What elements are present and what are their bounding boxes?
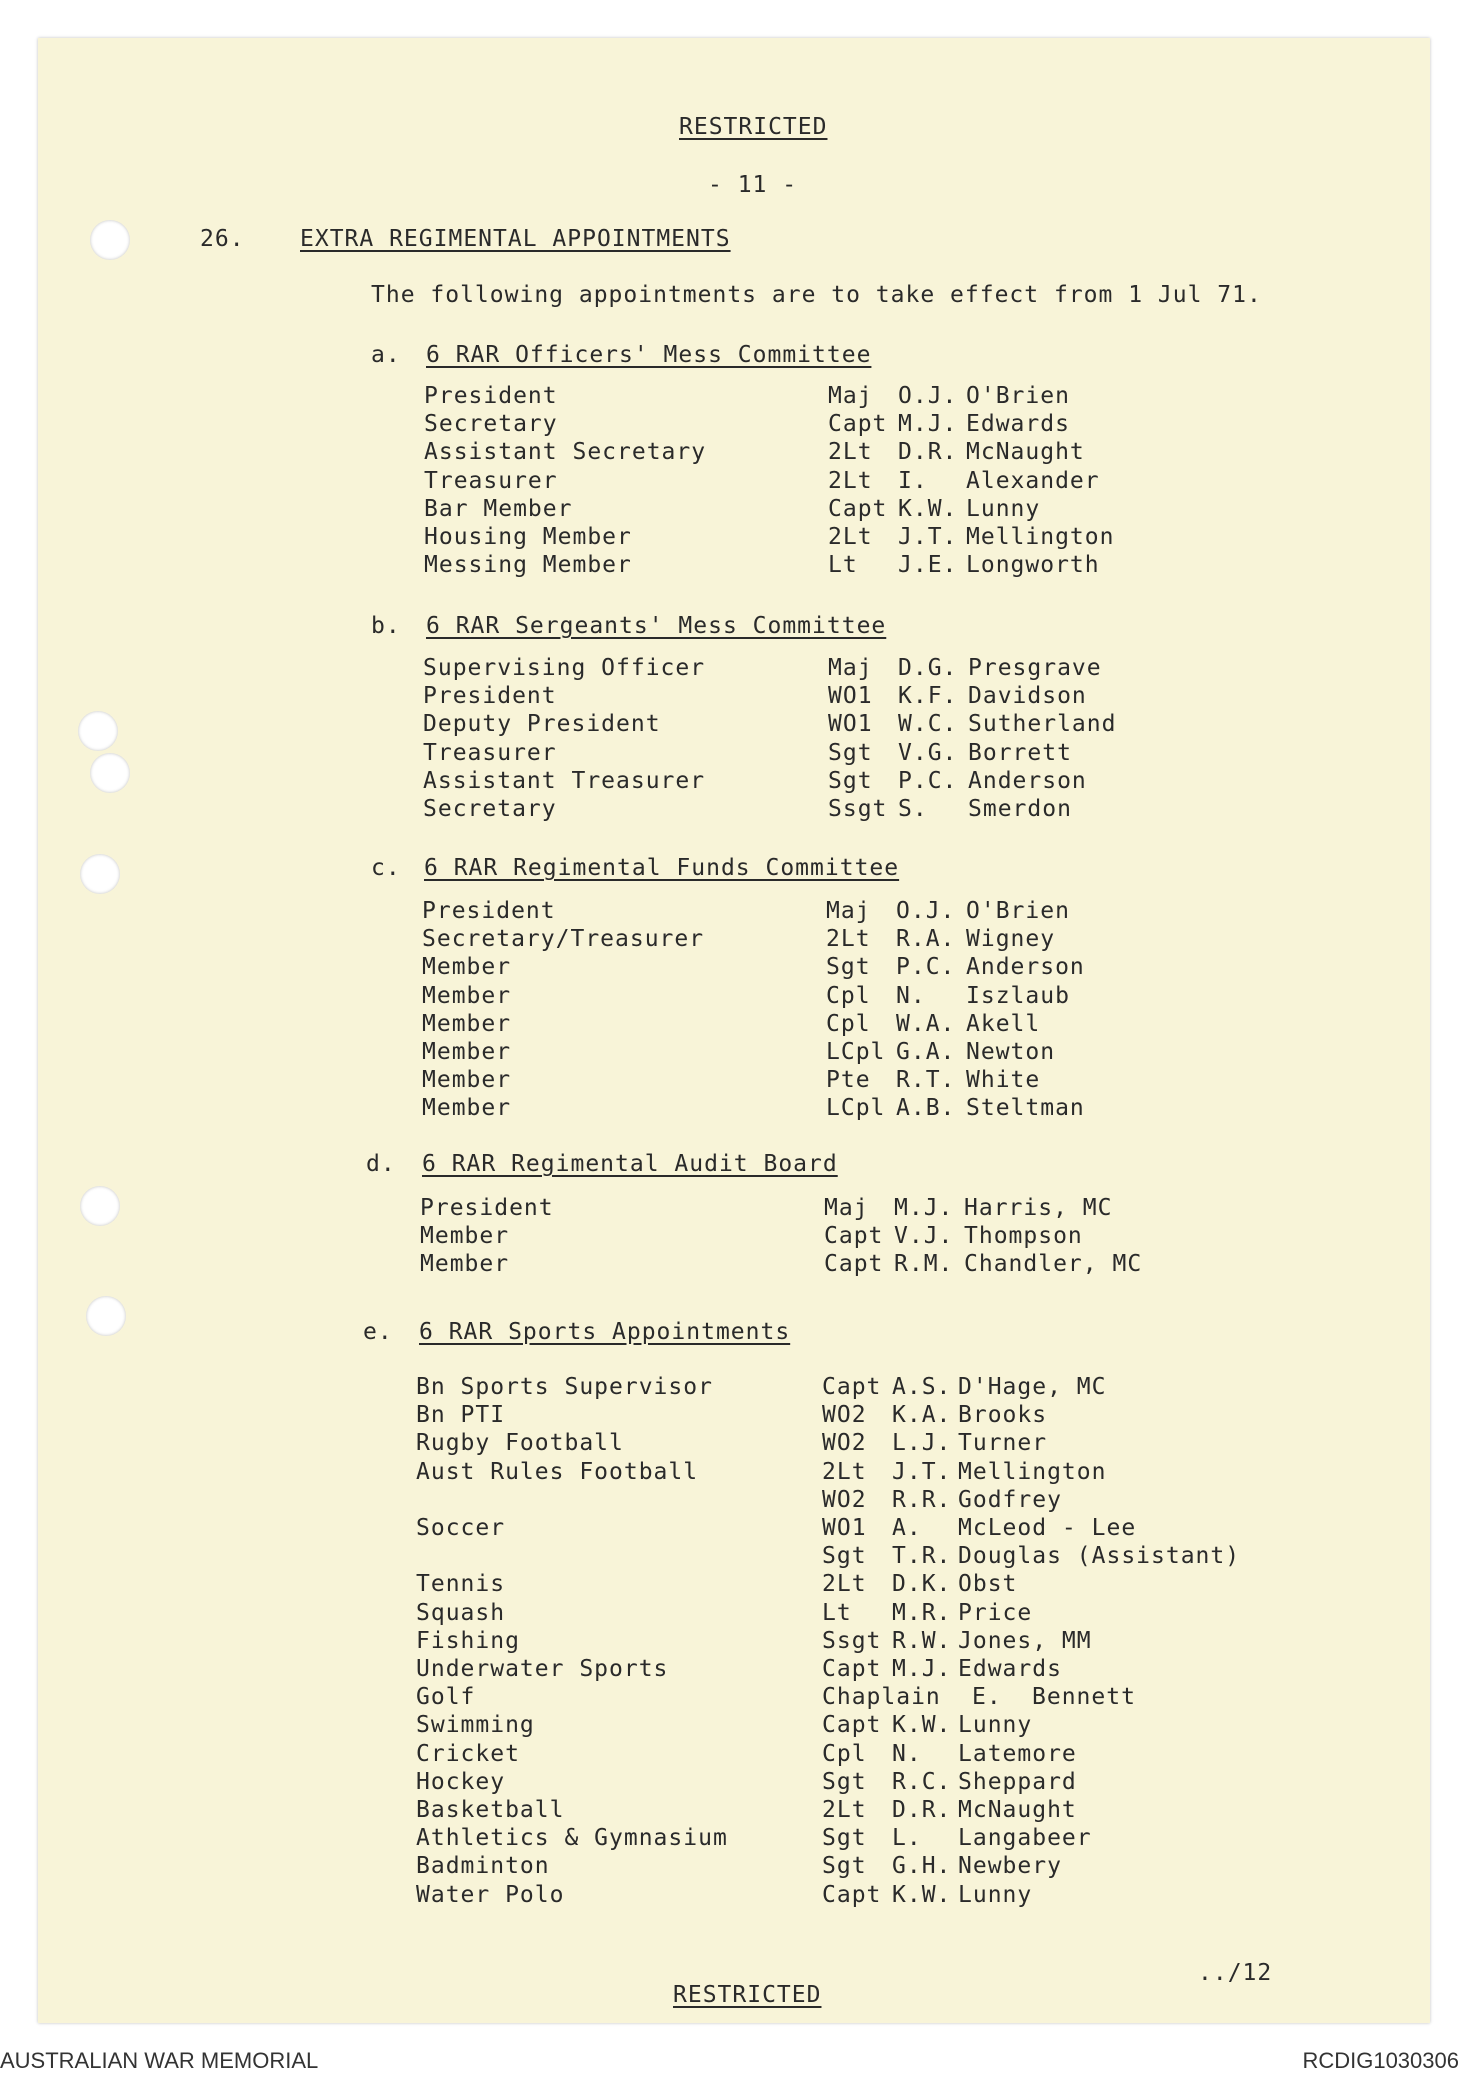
appointment-initials: N. bbox=[892, 1740, 922, 1767]
appointment-row bbox=[38, 1402, 1430, 1430]
appointment-initials: W.A. bbox=[896, 1010, 956, 1037]
appointment-rank: 2Lt bbox=[822, 1797, 867, 1823]
appointment-role: Treasurer bbox=[424, 467, 558, 494]
appointment-role: Member bbox=[422, 1067, 512, 1094]
appointment-name: Newton bbox=[966, 1039, 1056, 1065]
group-title: 6 RAR Regimental Audit Board bbox=[422, 1151, 838, 1177]
appointment-initials: L. bbox=[892, 1825, 922, 1852]
appointment-initials: K.W. bbox=[892, 1712, 952, 1739]
appointment-rank: Capt bbox=[822, 1656, 882, 1682]
appointment-initials: M.R. bbox=[892, 1599, 952, 1626]
appointment-name: Sheppard bbox=[958, 1768, 1077, 1795]
appointment-role: Supervising Officer bbox=[423, 655, 706, 681]
appointment-name: Edwards bbox=[958, 1656, 1062, 1682]
appointment-role: Badminton bbox=[416, 1853, 550, 1880]
appointment-row bbox=[38, 439, 1430, 467]
appointment-name: Thompson bbox=[964, 1223, 1083, 1250]
appointment-row bbox=[38, 954, 1430, 982]
appointment-role: Assistant Treasurer bbox=[423, 767, 706, 794]
appointment-row bbox=[38, 383, 1430, 411]
appointment-role: Golf bbox=[416, 1684, 476, 1711]
appointment-name: Anderson bbox=[966, 954, 1085, 981]
appointment-rank: LCpl bbox=[826, 1039, 886, 1065]
appointment-initials: K.A. bbox=[892, 1402, 952, 1429]
appointment-rank: Capt bbox=[828, 495, 888, 522]
appointment-initials: R.M. bbox=[894, 1251, 954, 1278]
classification-header: RESTRICTED bbox=[679, 114, 828, 140]
appointment-initials: J.T. bbox=[898, 524, 958, 550]
appointment-name: Wigney bbox=[966, 926, 1056, 953]
appointment-row bbox=[38, 1882, 1430, 1910]
appointment-rank: Sgt bbox=[822, 1768, 867, 1795]
group-letter: e. bbox=[363, 1319, 393, 1345]
appointment-rank: WO1 bbox=[828, 683, 873, 710]
appointment-rank: Sgt bbox=[822, 1543, 867, 1570]
appointment-row bbox=[38, 1374, 1430, 1402]
appointment-rank: Cpl bbox=[826, 982, 871, 1009]
appointment-row bbox=[38, 683, 1430, 711]
appointment-initials: J.E. bbox=[898, 552, 958, 579]
appointment-rank: Ssgt bbox=[822, 1627, 882, 1654]
appointment-name: Harris, MC bbox=[964, 1195, 1113, 1221]
appointment-row bbox=[38, 1459, 1430, 1487]
group-letter: b. bbox=[371, 613, 401, 639]
appointment-role: Tennis bbox=[416, 1571, 506, 1598]
appointment-rank: Capt bbox=[824, 1251, 884, 1278]
appointment-row bbox=[38, 655, 1430, 683]
appointment-initials: N. bbox=[896, 982, 926, 1009]
appointment-initials: D.R. bbox=[898, 439, 958, 466]
appointment-role: President bbox=[424, 383, 558, 409]
appointment-row bbox=[38, 1853, 1430, 1881]
appointment-role: Squash bbox=[416, 1599, 506, 1626]
appointment-role: Bar Member bbox=[424, 495, 573, 522]
archive-source: AUSTRALIAN WAR MEMORIAL bbox=[0, 2048, 319, 2073]
appointment-rank: 2Lt bbox=[826, 926, 871, 953]
appointment-role: Member bbox=[422, 954, 512, 981]
appointment-role: Secretary bbox=[423, 796, 557, 822]
group-letter: a. bbox=[371, 342, 401, 368]
appointment-rank: Capt bbox=[828, 411, 888, 438]
appointment-initials: W.C. bbox=[898, 711, 958, 738]
group-title: 6 RAR Sports Appointments bbox=[419, 1319, 791, 1345]
appointment-initials: D.G. bbox=[898, 655, 958, 681]
appointment-role: Assistant Secretary bbox=[424, 439, 707, 466]
appointment-role: Secretary/Treasurer bbox=[422, 926, 705, 953]
appointment-role: Member bbox=[420, 1223, 510, 1250]
appointment-row bbox=[38, 1095, 1430, 1123]
appointment-name: Newbery bbox=[958, 1853, 1062, 1880]
appointment-row bbox=[38, 1769, 1430, 1797]
appointment-initials: M.J. bbox=[898, 411, 958, 438]
appointment-rank: 2Lt bbox=[822, 1571, 867, 1598]
appointment-initials: R.A. bbox=[896, 926, 956, 953]
appointment-initials: D.R. bbox=[892, 1797, 952, 1823]
appointment-initials: R.T. bbox=[896, 1067, 956, 1094]
appointment-initials: G.A. bbox=[896, 1039, 956, 1065]
appointment-initials: O.J. bbox=[898, 383, 958, 409]
appointment-role: Soccer bbox=[416, 1515, 506, 1541]
group-letter: d. bbox=[366, 1151, 396, 1177]
appointment-rank: Chaplain bbox=[822, 1684, 941, 1711]
appointment-initials: I. bbox=[898, 467, 928, 494]
group-title: 6 RAR Officers' Mess Committee bbox=[426, 342, 872, 368]
appointment-rank: Capt bbox=[822, 1712, 882, 1739]
appointment-row bbox=[38, 524, 1430, 552]
appointment-rank: Cpl bbox=[822, 1740, 867, 1767]
appointment-initials: K.W. bbox=[892, 1881, 952, 1908]
appointment-name: Edwards bbox=[966, 411, 1070, 438]
appointment-name: McLeod - Lee bbox=[958, 1515, 1137, 1541]
appointment-name: Davidson bbox=[968, 683, 1087, 710]
appointment-row bbox=[38, 1797, 1430, 1825]
appointment-rank: Maj bbox=[824, 1195, 869, 1221]
appointment-row bbox=[38, 711, 1430, 739]
appointment-name: Langabeer bbox=[958, 1825, 1092, 1852]
appointment-rank: WO1 bbox=[828, 711, 873, 738]
appointment-initials: A.S. bbox=[892, 1374, 952, 1400]
appointment-role: Member bbox=[422, 1010, 512, 1037]
appointment-role: Member bbox=[422, 1039, 512, 1065]
appointment-row bbox=[38, 1011, 1430, 1039]
appointment-row bbox=[38, 1656, 1430, 1684]
appointment-initials: O.J. bbox=[896, 898, 956, 924]
appointment-initials: S. bbox=[898, 796, 928, 822]
continuation-marker: ../12 bbox=[1198, 1960, 1273, 1986]
group-title: 6 RAR Sergeants' Mess Committee bbox=[426, 613, 887, 639]
appointment-initials: R.C. bbox=[892, 1768, 952, 1795]
appointment-row bbox=[38, 1684, 1430, 1712]
appointment-name: Akell bbox=[966, 1010, 1041, 1037]
appointment-row bbox=[38, 1487, 1430, 1515]
appointment-row bbox=[38, 1571, 1430, 1599]
appointment-name: Lunny bbox=[958, 1712, 1033, 1739]
appointment-initials: M.J. bbox=[894, 1195, 954, 1221]
appointment-name: Iszlaub bbox=[966, 982, 1070, 1009]
appointment-role: Member bbox=[420, 1251, 510, 1278]
appointment-role: President bbox=[420, 1195, 554, 1221]
appointment-rank: WO2 bbox=[822, 1402, 867, 1429]
appointment-rank: WO2 bbox=[822, 1486, 867, 1513]
group-title: 6 RAR Regimental Funds Committee bbox=[424, 855, 900, 881]
appointment-name: Chandler, MC bbox=[964, 1251, 1143, 1278]
appointment-initials: P.C. bbox=[898, 767, 958, 794]
appointment-name: D'Hage, MC bbox=[958, 1374, 1107, 1400]
appointment-name: Mellington bbox=[958, 1458, 1107, 1485]
page-number: - 11 - bbox=[708, 172, 798, 198]
section-intro: The following appointments are to take effect from 1 Jul 71. bbox=[371, 282, 1262, 308]
appointment-name: Anderson bbox=[968, 767, 1087, 794]
classification-footer: RESTRICTED bbox=[673, 1982, 822, 2008]
appointment-name: O'Brien bbox=[966, 898, 1070, 924]
appointment-row bbox=[38, 1628, 1430, 1656]
appointment-row bbox=[38, 768, 1430, 796]
appointment-row bbox=[38, 1600, 1430, 1628]
appointment-role: Member bbox=[422, 1095, 512, 1122]
appointment-name: Mellington bbox=[966, 524, 1115, 550]
appointment-role: Messing Member bbox=[424, 552, 632, 579]
appointment-rank: Sgt bbox=[822, 1825, 867, 1852]
appointment-rank: Maj bbox=[828, 655, 873, 681]
appointment-role: Deputy President bbox=[423, 711, 661, 738]
appointment-name: Latemore bbox=[958, 1740, 1077, 1767]
appointment-rank: WO2 bbox=[822, 1430, 867, 1457]
punch-hole bbox=[86, 1296, 126, 1336]
appointment-rank: Capt bbox=[822, 1374, 882, 1400]
appointment-name: Turner bbox=[958, 1430, 1048, 1457]
appointment-initials: K.W. bbox=[898, 495, 958, 522]
appointment-role: Treasurer bbox=[423, 739, 557, 766]
appointment-name: Obst bbox=[958, 1571, 1018, 1598]
appointment-initials: L.J. bbox=[892, 1430, 952, 1457]
appointment-role: President bbox=[422, 898, 556, 924]
section-title: EXTRA REGIMENTAL APPOINTMENTS bbox=[300, 226, 731, 252]
appointment-initials: R.W. bbox=[892, 1627, 952, 1654]
appointment-initials: E. bbox=[972, 1684, 1002, 1711]
appointment-row bbox=[38, 898, 1430, 926]
appointment-initials: G.H. bbox=[892, 1853, 952, 1880]
appointment-rank: 2Lt bbox=[822, 1458, 867, 1485]
appointment-role: Fishing bbox=[416, 1627, 520, 1654]
punch-hole bbox=[80, 854, 120, 894]
appointment-name: Sutherland bbox=[968, 711, 1117, 738]
appointment-row bbox=[38, 1741, 1430, 1769]
appointment-name: Brooks bbox=[958, 1402, 1048, 1429]
appointment-row bbox=[38, 1543, 1430, 1571]
appointment-rank: Cpl bbox=[826, 1010, 871, 1037]
appointment-row bbox=[38, 496, 1430, 524]
appointment-role: Athletics & Gymnasium bbox=[416, 1825, 728, 1852]
appointment-initials: J.T. bbox=[892, 1458, 952, 1485]
appointment-name: Price bbox=[958, 1599, 1033, 1626]
appointment-initials: V.J. bbox=[894, 1223, 954, 1250]
appointment-rank: LCpl bbox=[826, 1095, 886, 1122]
appointment-row bbox=[38, 552, 1430, 580]
appointment-rank: Ssgt bbox=[828, 796, 888, 822]
appointment-row bbox=[38, 1223, 1430, 1251]
appointment-name: Borrett bbox=[968, 739, 1072, 766]
appointment-role: Bn Sports Supervisor bbox=[416, 1374, 713, 1400]
appointment-row bbox=[38, 1515, 1430, 1543]
appointment-role: Cricket bbox=[416, 1740, 520, 1767]
appointment-name: Smerdon bbox=[968, 796, 1072, 822]
appointment-row bbox=[38, 468, 1430, 496]
appointment-name: Jones, MM bbox=[958, 1627, 1092, 1654]
appointment-name: Bennett bbox=[1032, 1684, 1136, 1711]
appointment-role: Secretary bbox=[424, 411, 558, 438]
appointment-name: O'Brien bbox=[966, 383, 1070, 409]
appointment-name: Godfrey bbox=[958, 1486, 1062, 1513]
appointment-initials: R.R. bbox=[892, 1486, 952, 1513]
appointment-row bbox=[38, 796, 1430, 824]
appointment-rank: Capt bbox=[824, 1223, 884, 1250]
appointment-rank: Maj bbox=[828, 383, 873, 409]
appointment-row bbox=[38, 1251, 1430, 1279]
appointment-role: Bn PTI bbox=[416, 1402, 506, 1429]
appointment-name: Douglas (Assistant) bbox=[958, 1543, 1241, 1570]
appointment-initials: M.J. bbox=[892, 1656, 952, 1682]
appointment-rank: 2Lt bbox=[828, 439, 873, 466]
section-number: 26. bbox=[200, 226, 245, 252]
appointment-initials: A. bbox=[892, 1515, 922, 1541]
appointment-row bbox=[38, 926, 1430, 954]
appointment-rank: 2Lt bbox=[828, 524, 873, 550]
appointment-role: Water Polo bbox=[416, 1881, 565, 1908]
appointment-row bbox=[38, 983, 1430, 1011]
group-letter: c. bbox=[371, 855, 401, 881]
appointment-role: Member bbox=[422, 982, 512, 1009]
appointment-rank: Sgt bbox=[828, 767, 873, 794]
appointment-initials: T.R. bbox=[892, 1543, 952, 1570]
appointment-name: Lunny bbox=[966, 495, 1041, 522]
archive-reference: RCDIG1030306 bbox=[1302, 2048, 1459, 2073]
appointment-row bbox=[38, 1195, 1430, 1223]
appointment-rank: Maj bbox=[826, 898, 871, 924]
appointment-row bbox=[38, 1039, 1430, 1067]
appointment-name: Steltman bbox=[966, 1095, 1085, 1122]
appointment-row bbox=[38, 740, 1430, 768]
appointment-rank: Sgt bbox=[828, 739, 873, 766]
appointment-rank: WO1 bbox=[822, 1515, 867, 1541]
appointment-name: White bbox=[966, 1067, 1041, 1094]
appointment-rank: Lt bbox=[828, 552, 858, 579]
appointment-name: McNaught bbox=[966, 439, 1085, 466]
appointment-row bbox=[38, 411, 1430, 439]
appointment-role: President bbox=[423, 683, 557, 710]
appointment-row bbox=[38, 1712, 1430, 1740]
appointment-row bbox=[38, 1825, 1430, 1853]
appointment-name: Presgrave bbox=[968, 655, 1102, 681]
appointment-initials: K.F. bbox=[898, 683, 958, 710]
appointment-rank: Lt bbox=[822, 1599, 852, 1626]
appointment-role: Rugby Football bbox=[416, 1430, 624, 1457]
appointment-initials: P.C. bbox=[896, 954, 956, 981]
appointment-row bbox=[38, 1430, 1430, 1458]
appointment-rank: Sgt bbox=[826, 954, 871, 981]
appointment-name: Longworth bbox=[966, 552, 1100, 579]
appointment-role: Housing Member bbox=[424, 524, 632, 550]
appointment-name: Alexander bbox=[966, 467, 1100, 494]
appointment-initials: D.K. bbox=[892, 1571, 952, 1598]
appointment-rank: 2Lt bbox=[828, 467, 873, 494]
appointment-rank: Sgt bbox=[822, 1853, 867, 1880]
appointment-rank: Capt bbox=[822, 1881, 882, 1908]
appointment-role: Aust Rules Football bbox=[416, 1458, 699, 1485]
appointment-name: Lunny bbox=[958, 1881, 1033, 1908]
appointment-row bbox=[38, 1067, 1430, 1095]
appointment-role: Basketball bbox=[416, 1797, 565, 1823]
appointment-initials: A.B. bbox=[896, 1095, 956, 1122]
punch-hole bbox=[90, 220, 130, 260]
appointment-initials: V.G. bbox=[898, 739, 958, 766]
document-page bbox=[38, 38, 1430, 2023]
appointment-role: Swimming bbox=[416, 1712, 535, 1739]
appointment-rank: Pte bbox=[826, 1067, 871, 1094]
appointment-role: Underwater Sports bbox=[416, 1656, 669, 1682]
appointment-name: McNaught bbox=[958, 1797, 1077, 1823]
appointment-role: Hockey bbox=[416, 1768, 506, 1795]
